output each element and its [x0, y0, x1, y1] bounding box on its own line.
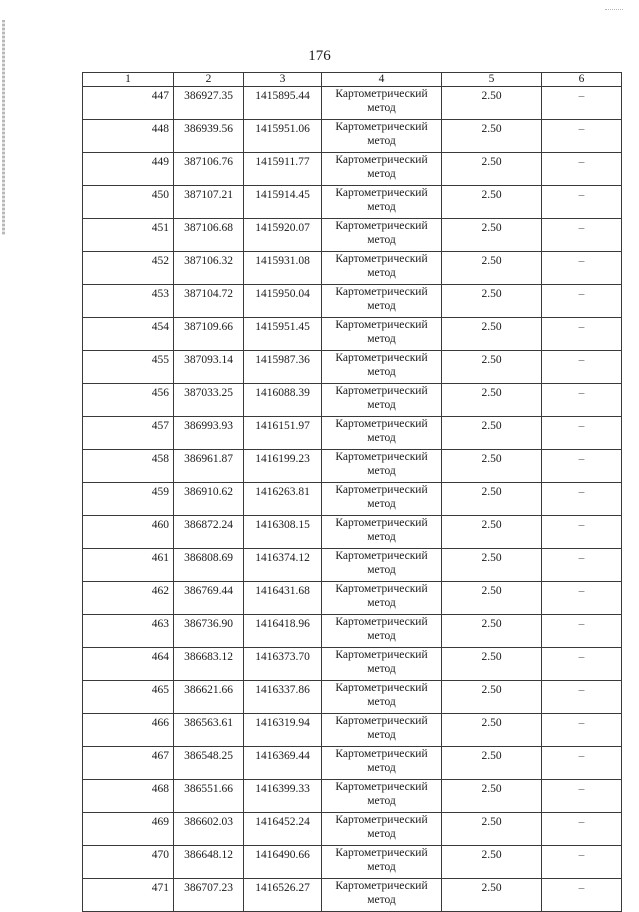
point-number-cell: 452 [83, 252, 174, 285]
note-cell: – [542, 87, 622, 120]
note-cell: – [542, 252, 622, 285]
table-row [83, 417, 622, 450]
x-coordinate-cell: 386769.44 [174, 582, 244, 615]
y-coordinate-cell: 1416452.24 [244, 813, 322, 846]
accuracy-cell: 2.50 [442, 417, 542, 450]
accuracy-cell: 2.50 [442, 450, 542, 483]
note-cell: – [542, 120, 622, 153]
y-coordinate-cell: 1416526.27 [244, 879, 322, 912]
point-number-cell: 457 [83, 417, 174, 450]
method-cell: Картометрический метод [322, 516, 442, 549]
note-cell: – [542, 153, 622, 186]
accuracy-cell: 2.50 [442, 351, 542, 384]
method-cell: Картометрический метод [322, 120, 442, 153]
accuracy-cell: 2.50 [442, 714, 542, 747]
accuracy-cell: 2.50 [442, 648, 542, 681]
accuracy-cell: 2.50 [442, 879, 542, 912]
table-row [83, 846, 622, 879]
y-coordinate-cell: 1416374.12 [244, 549, 322, 582]
method-cell: Картометрический метод [322, 186, 442, 219]
table-row [83, 681, 622, 714]
note-cell: – [542, 186, 622, 219]
accuracy-cell: 2.50 [442, 549, 542, 582]
method-cell: Картометрический метод [322, 549, 442, 582]
point-number-cell: 466 [83, 714, 174, 747]
accuracy-cell: 2.50 [442, 582, 542, 615]
note-cell: – [542, 747, 622, 780]
x-coordinate-cell: 387104.72 [174, 285, 244, 318]
method-cell: Картометрический метод [322, 714, 442, 747]
x-coordinate-cell: 386910.62 [174, 483, 244, 516]
method-cell: Картометрический метод [322, 417, 442, 450]
table-body [83, 87, 622, 912]
accuracy-cell: 2.50 [442, 153, 542, 186]
x-coordinate-cell: 386602.03 [174, 813, 244, 846]
accuracy-cell: 2.50 [442, 285, 542, 318]
method-cell: Картометрический метод [322, 846, 442, 879]
x-coordinate-cell: 386872.24 [174, 516, 244, 549]
table-row [83, 549, 622, 582]
table-row [83, 483, 622, 516]
method-cell: Картометрический метод [322, 615, 442, 648]
note-cell: – [542, 351, 622, 384]
x-coordinate-cell: 386551.66 [174, 780, 244, 813]
table-row [83, 648, 622, 681]
method-cell: Картометрический метод [322, 153, 442, 186]
note-cell: – [542, 582, 622, 615]
table-row [83, 186, 622, 219]
method-cell: Картометрический метод [322, 879, 442, 912]
x-coordinate-cell: 386939.56 [174, 120, 244, 153]
y-coordinate-cell: 1415931.08 [244, 252, 322, 285]
note-cell: – [542, 549, 622, 582]
table-header-row [83, 73, 622, 87]
x-coordinate-cell: 387106.76 [174, 153, 244, 186]
point-number-cell: 454 [83, 318, 174, 351]
table-row [83, 87, 622, 120]
note-cell: – [542, 516, 622, 549]
point-number-cell: 453 [83, 285, 174, 318]
note-cell: – [542, 483, 622, 516]
y-coordinate-cell: 1416369.44 [244, 747, 322, 780]
x-coordinate-cell: 386993.93 [174, 417, 244, 450]
y-coordinate-cell: 1416319.94 [244, 714, 322, 747]
table-row [83, 813, 622, 846]
y-coordinate-cell: 1415895.44 [244, 87, 322, 120]
column-header: 6 [542, 73, 622, 87]
method-cell: Картометрический метод [322, 648, 442, 681]
table-row [83, 153, 622, 186]
note-cell: – [542, 648, 622, 681]
point-number-cell: 462 [83, 582, 174, 615]
method-cell: Картометрический метод [322, 582, 442, 615]
accuracy-cell: 2.50 [442, 615, 542, 648]
point-number-cell: 470 [83, 846, 174, 879]
method-cell: Картометрический метод [322, 285, 442, 318]
point-number-cell: 455 [83, 351, 174, 384]
x-coordinate-cell: 387107.21 [174, 186, 244, 219]
note-cell: – [542, 285, 622, 318]
note-cell: – [542, 384, 622, 417]
method-cell: Картометрический метод [322, 219, 442, 252]
method-cell: Картометрический метод [322, 483, 442, 516]
accuracy-cell: 2.50 [442, 681, 542, 714]
scan-corner-mark [605, 9, 623, 12]
accuracy-cell: 2.50 [442, 219, 542, 252]
point-number-cell: 464 [83, 648, 174, 681]
accuracy-cell: 2.50 [442, 120, 542, 153]
method-cell: Картометрический метод [322, 252, 442, 285]
y-coordinate-cell: 1416151.97 [244, 417, 322, 450]
y-coordinate-cell: 1415951.45 [244, 318, 322, 351]
table-row [83, 582, 622, 615]
x-coordinate-cell: 386548.25 [174, 747, 244, 780]
x-coordinate-cell: 386736.90 [174, 615, 244, 648]
column-header: 5 [442, 73, 542, 87]
coordinates-table [82, 72, 622, 912]
note-cell: – [542, 879, 622, 912]
y-coordinate-cell: 1415914.45 [244, 186, 322, 219]
method-cell: Картометрический метод [322, 87, 442, 120]
column-header: 4 [322, 73, 442, 87]
table-row [83, 615, 622, 648]
method-cell: Картометрический метод [322, 351, 442, 384]
point-number-cell: 467 [83, 747, 174, 780]
accuracy-cell: 2.50 [442, 87, 542, 120]
method-cell: Картометрический метод [322, 384, 442, 417]
table-row [83, 219, 622, 252]
y-coordinate-cell: 1415950.04 [244, 285, 322, 318]
method-cell: Картометрический метод [322, 450, 442, 483]
page-number: 176 [308, 48, 331, 64]
accuracy-cell: 2.50 [442, 846, 542, 879]
table-row [83, 252, 622, 285]
y-coordinate-cell: 1416399.33 [244, 780, 322, 813]
accuracy-cell: 2.50 [442, 384, 542, 417]
y-coordinate-cell: 1416490.66 [244, 846, 322, 879]
point-number-cell: 450 [83, 186, 174, 219]
note-cell: – [542, 813, 622, 846]
note-cell: – [542, 219, 622, 252]
note-cell: – [542, 318, 622, 351]
point-number-cell: 469 [83, 813, 174, 846]
point-number-cell: 460 [83, 516, 174, 549]
x-coordinate-cell: 387033.25 [174, 384, 244, 417]
point-number-cell: 471 [83, 879, 174, 912]
accuracy-cell: 2.50 [442, 252, 542, 285]
point-number-cell: 458 [83, 450, 174, 483]
accuracy-cell: 2.50 [442, 516, 542, 549]
note-cell: – [542, 714, 622, 747]
column-header: 2 [174, 73, 244, 87]
point-number-cell: 451 [83, 219, 174, 252]
accuracy-cell: 2.50 [442, 318, 542, 351]
accuracy-cell: 2.50 [442, 483, 542, 516]
x-coordinate-cell: 386927.35 [174, 87, 244, 120]
accuracy-cell: 2.50 [442, 747, 542, 780]
table-row [83, 384, 622, 417]
method-cell: Картометрический метод [322, 681, 442, 714]
accuracy-cell: 2.50 [442, 813, 542, 846]
x-coordinate-cell: 387106.32 [174, 252, 244, 285]
note-cell: – [542, 780, 622, 813]
y-coordinate-cell: 1416308.15 [244, 516, 322, 549]
column-header: 3 [244, 73, 322, 87]
y-coordinate-cell: 1416373.70 [244, 648, 322, 681]
accuracy-cell: 2.50 [442, 780, 542, 813]
y-coordinate-cell: 1416263.81 [244, 483, 322, 516]
y-coordinate-cell: 1415951.06 [244, 120, 322, 153]
table-row [83, 516, 622, 549]
point-number-cell: 459 [83, 483, 174, 516]
note-cell: – [542, 846, 622, 879]
method-cell: Картометрический метод [322, 780, 442, 813]
accuracy-cell: 2.50 [442, 186, 542, 219]
method-cell: Картометрический метод [322, 318, 442, 351]
method-cell: Картометрический метод [322, 813, 442, 846]
table-row [83, 450, 622, 483]
table-row [83, 318, 622, 351]
note-cell: – [542, 417, 622, 450]
table-row [83, 120, 622, 153]
x-coordinate-cell: 386621.66 [174, 681, 244, 714]
note-cell: – [542, 450, 622, 483]
x-coordinate-cell: 387093.14 [174, 351, 244, 384]
y-coordinate-cell: 1416337.86 [244, 681, 322, 714]
y-coordinate-cell: 1416418.96 [244, 615, 322, 648]
x-coordinate-cell: 386683.12 [174, 648, 244, 681]
point-number-cell: 447 [83, 87, 174, 120]
point-number-cell: 463 [83, 615, 174, 648]
x-coordinate-cell: 386707.23 [174, 879, 244, 912]
table-row [83, 351, 622, 384]
x-coordinate-cell: 386961.87 [174, 450, 244, 483]
table-row [83, 747, 622, 780]
y-coordinate-cell: 1416431.68 [244, 582, 322, 615]
y-coordinate-cell: 1415920.07 [244, 219, 322, 252]
y-coordinate-cell: 1415911.77 [244, 153, 322, 186]
table-row [83, 285, 622, 318]
method-cell: Картометрический метод [322, 747, 442, 780]
y-coordinate-cell: 1416088.39 [244, 384, 322, 417]
point-number-cell: 465 [83, 681, 174, 714]
note-cell: – [542, 615, 622, 648]
x-coordinate-cell: 386563.61 [174, 714, 244, 747]
point-number-cell: 461 [83, 549, 174, 582]
table-row [83, 879, 622, 912]
point-number-cell: 448 [83, 120, 174, 153]
point-number-cell: 456 [83, 384, 174, 417]
x-coordinate-cell: 387109.66 [174, 318, 244, 351]
note-cell: – [542, 681, 622, 714]
x-coordinate-cell: 387106.68 [174, 219, 244, 252]
x-coordinate-cell: 386648.12 [174, 846, 244, 879]
column-header: 1 [83, 73, 174, 87]
table-row [83, 714, 622, 747]
point-number-cell: 449 [83, 153, 174, 186]
y-coordinate-cell: 1416199.23 [244, 450, 322, 483]
y-coordinate-cell: 1415987.36 [244, 351, 322, 384]
point-number-cell: 468 [83, 780, 174, 813]
table-row [83, 780, 622, 813]
x-coordinate-cell: 386808.69 [174, 549, 244, 582]
